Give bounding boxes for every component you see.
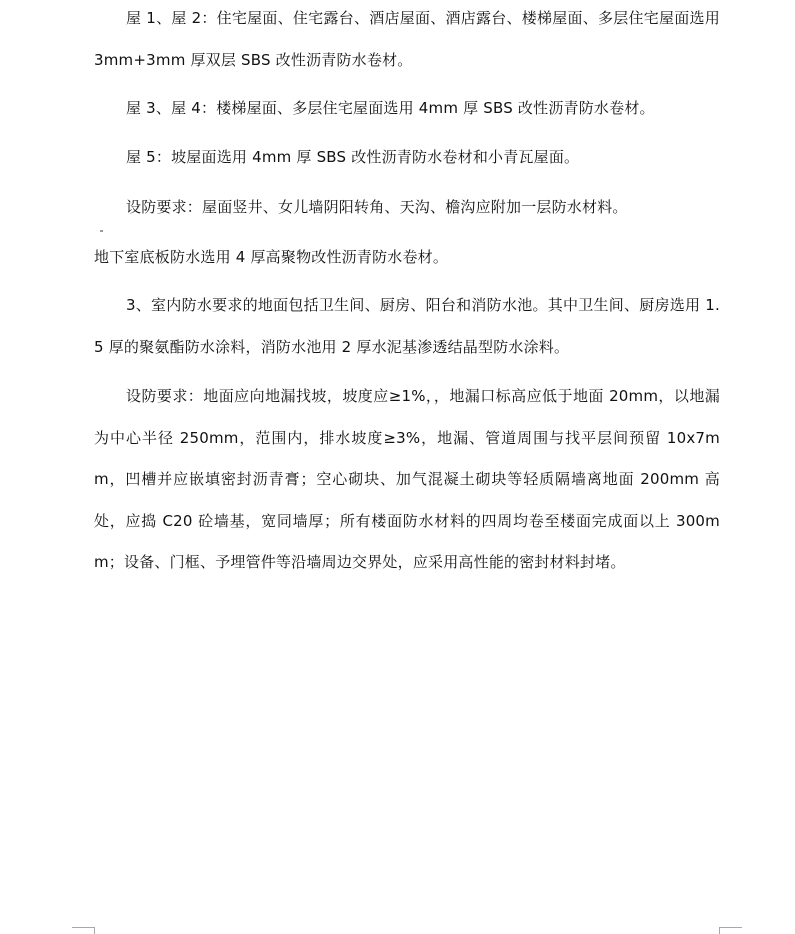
- stray-mark: [100, 230, 103, 232]
- paragraph-roof-5: 屋 5：坡屋面选用 4mm 厚 SBS 改性沥青防水卷材和小青瓦屋面。: [126, 148, 580, 166]
- paragraph-floor-requirements: 设防要求：地面应向地漏找坡，坡度应≥1%，，地漏口标高应低于地面 20mm，以地漏为中心半径 250mm，范围内，排水坡度≥3%，地漏、管道周围与找平层间预留 10x7mm，凹槽并应嵌填密封沥青膏；空心砌块、加气混凝土砌块等轻质隔墙离地面 200mm 高处，应捣 C20 砼墙基，宽同墙厚；所有楼面防水材料的四周均卷至楼面完成面以上 300mm；设备、门框、予埋管件等沿墙周边交界处，应采用高性能的密封材料封堵。: [94, 387, 720, 571]
- paragraph-basement-floor: 地下室底板防水选用 4 厚高聚物改性沥青防水卷材。: [94, 248, 449, 266]
- paragraph-roof-requirements: 设防要求：屋面竖井、女儿墙阴阳转角、天沟、檐沟应附加一层防水材料。: [126, 198, 628, 216]
- paragraph-roof-1-2: 屋 1、屋 2：住宅屋面、住宅露台、酒店屋面、酒店露台、楼梯屋面、多层住宅屋面选用 3mm+3mm 厚双层 SBS 改性沥青防水卷材。: [94, 9, 720, 69]
- paragraph-roof-3-4: 屋 3、屋 4：楼梯屋面、多层住宅屋面选用 4mm 厚 SBS 改性沥青防水卷材。: [126, 99, 655, 117]
- paragraph-indoor-waterproofing: 3、室内防水要求的地面包括卫生间、厨房、阳台和消防水池。其中卫生间、厨房选用 1.5 厚的聚氨酯防水涂料，消防水池用 2 厚水泥基渗透结晶型防水涂料。: [94, 296, 720, 356]
